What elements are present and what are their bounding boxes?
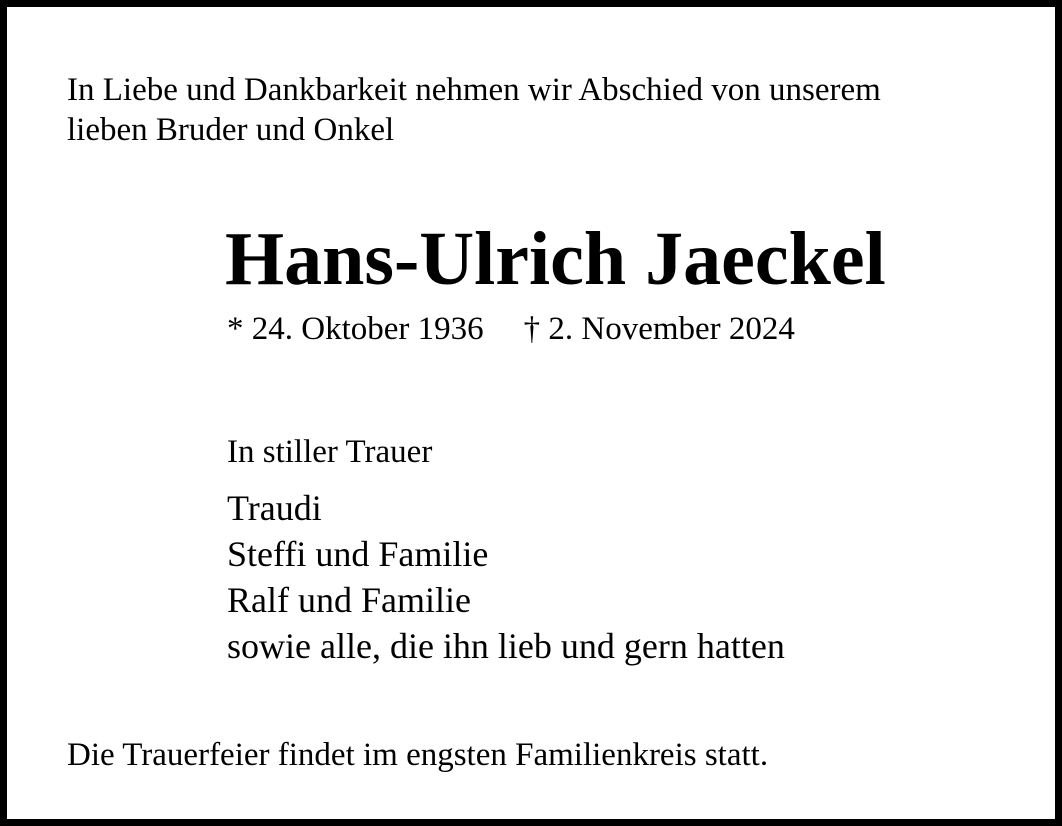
- intro-text: [67, 70, 1027, 150]
- mourner-item: Traudi: [227, 488, 322, 528]
- life-dates: [227, 309, 795, 349]
- mourner-item: Ralf und Familie: [227, 580, 471, 620]
- mourning-heading: In stiller Trauer: [227, 434, 433, 470]
- deceased-name: Hans-Ulrich Jaeckel: [225, 217, 886, 301]
- mourner-item: sowie alle, die ihn lieb und gern hatten: [227, 626, 785, 666]
- mourners-list: [227, 485, 785, 669]
- birth-date: * 24. Oktober 1936: [227, 311, 484, 347]
- intro-line-1: In Liebe und Dankbarkeit nehmen wir Abschied von unserem: [67, 72, 881, 108]
- death-date: † 2. November 2024: [523, 311, 795, 347]
- mourner-item: Steffi und Familie: [227, 534, 489, 574]
- intro-line-2: lieben Bruder und Onkel: [67, 112, 395, 148]
- funeral-notice: Die Trauerfeier findet im engsten Familienkreis statt.: [67, 737, 769, 773]
